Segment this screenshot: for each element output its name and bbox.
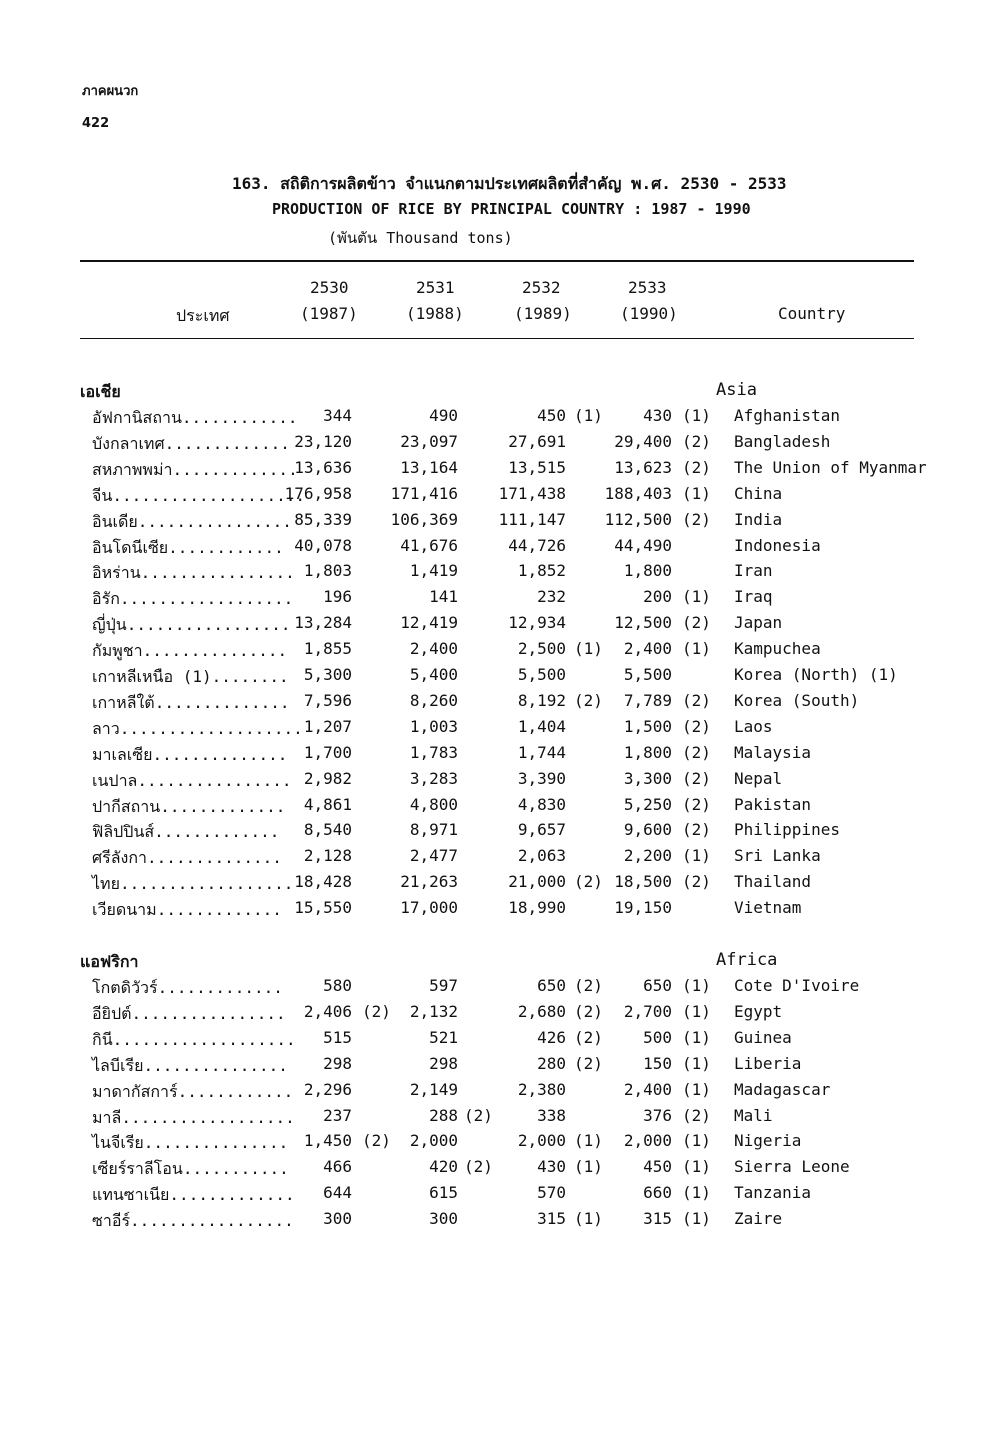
footnote-mark: (2) bbox=[682, 794, 711, 814]
value-cell: 660 bbox=[643, 1183, 672, 1203]
country-name-english: Malaysia bbox=[734, 742, 812, 762]
country-name-english: Sierra Leone bbox=[734, 1157, 850, 1177]
country-name-thai: ไทย.................. bbox=[92, 874, 294, 894]
table-row bbox=[0, 1131, 990, 1157]
value-cell: 13,623 bbox=[614, 457, 672, 477]
footnote-mark: (2) bbox=[574, 1053, 603, 1073]
footnote-mark: (1) bbox=[574, 1209, 603, 1229]
country-name-thai: กัมพูชา............... bbox=[92, 641, 288, 661]
country-name-english: Korea (North) (1) bbox=[734, 665, 898, 684]
value-cell: 150 bbox=[643, 1053, 672, 1073]
col-year-ce-4: (1990) bbox=[620, 304, 678, 323]
table-row bbox=[0, 561, 990, 587]
table-row bbox=[0, 432, 990, 458]
country-name-english: India bbox=[734, 509, 783, 529]
footnote-mark: (2) bbox=[362, 1131, 391, 1151]
value-cell: 18,428 bbox=[294, 872, 352, 892]
value-cell: 1,207 bbox=[303, 716, 352, 736]
value-cell: 13,636 bbox=[294, 457, 352, 477]
section-heading-thai: แอฟริกา bbox=[80, 952, 139, 971]
table-row bbox=[0, 639, 990, 665]
country-name-thai: เกาหลีเหนือ (1)........ bbox=[92, 667, 289, 686]
value-cell: 3,390 bbox=[517, 768, 566, 788]
value-cell: 338 bbox=[537, 1105, 566, 1125]
value-cell: 1,800 bbox=[623, 561, 672, 581]
table-row bbox=[0, 1080, 990, 1106]
value-cell: 44,490 bbox=[614, 535, 672, 555]
value-cell: 3,283 bbox=[409, 768, 458, 788]
value-cell: 23,120 bbox=[294, 431, 352, 451]
value-cell: 315 bbox=[643, 1209, 672, 1229]
value-cell: 5,250 bbox=[623, 794, 672, 814]
footnote-mark: (2) bbox=[682, 716, 711, 736]
country-name-english: Japan bbox=[734, 613, 783, 633]
footnote-mark: (2) bbox=[574, 872, 603, 892]
value-cell: 8,192 bbox=[517, 690, 566, 710]
value-cell: 1,800 bbox=[623, 742, 672, 762]
footnote-mark: (2) bbox=[574, 690, 603, 710]
country-name-thai: มาลี.................. bbox=[92, 1107, 295, 1127]
country-name-english: Liberia bbox=[734, 1053, 802, 1073]
value-cell: 171,438 bbox=[498, 483, 566, 503]
footnote-mark: (2) bbox=[574, 1027, 603, 1047]
value-cell: 298 bbox=[429, 1053, 458, 1073]
value-cell: 1,500 bbox=[623, 716, 672, 736]
footnote-mark: (2) bbox=[682, 742, 711, 762]
table-row bbox=[0, 898, 990, 924]
country-name-english: Zaire bbox=[734, 1209, 783, 1229]
footnote-mark: (2) bbox=[682, 820, 711, 840]
value-cell: 2,000 bbox=[517, 1131, 566, 1151]
value-cell: 2,500 bbox=[517, 639, 566, 659]
table-row bbox=[0, 691, 990, 717]
country-name-thai: อิรัก.................. bbox=[92, 589, 294, 609]
value-cell: 141 bbox=[429, 587, 458, 607]
section-heading-english: Africa bbox=[716, 950, 778, 970]
table-row bbox=[0, 1028, 990, 1054]
table-row bbox=[0, 872, 990, 898]
country-name-english: Egypt bbox=[734, 1001, 783, 1021]
country-name-english: Cote D'Ivoire bbox=[734, 976, 860, 995]
value-cell: 2,063 bbox=[517, 846, 566, 866]
country-name-english: Guinea bbox=[734, 1027, 792, 1047]
col-year-be-2: 2531 bbox=[416, 278, 455, 297]
value-cell: 315 bbox=[537, 1209, 566, 1229]
country-name-english: Korea (South) bbox=[734, 690, 860, 710]
value-cell: 12,500 bbox=[614, 613, 672, 633]
value-cell: 106,369 bbox=[390, 509, 458, 529]
value-cell: 176,958 bbox=[284, 483, 352, 503]
country-name-english: Nigeria bbox=[734, 1131, 802, 1151]
footnote-mark: (1) bbox=[574, 1131, 603, 1151]
value-cell: 644 bbox=[323, 1183, 352, 1203]
value-cell: 2,680 bbox=[517, 1001, 566, 1021]
country-name-english: The Union of Myanmar bbox=[734, 457, 927, 477]
value-cell: 430 bbox=[537, 1157, 566, 1177]
footnote-mark: (2) bbox=[682, 768, 711, 788]
value-cell: 18,990 bbox=[508, 898, 566, 918]
country-name-english: Madagascar bbox=[734, 1079, 831, 1099]
country-name-thai: เนปาล................ bbox=[92, 770, 292, 790]
value-cell: 5,500 bbox=[517, 665, 566, 684]
footnote-mark: (2) bbox=[362, 1001, 391, 1021]
value-cell: 420 bbox=[429, 1157, 458, 1177]
footnote-mark: (1) bbox=[574, 1157, 603, 1177]
col-year-be-4: 2533 bbox=[628, 278, 667, 297]
country-name-thai: ปากีสถาน............. bbox=[92, 796, 286, 816]
footnote-mark: (1) bbox=[682, 1053, 711, 1073]
country-name-english: Thailand bbox=[734, 872, 812, 892]
value-cell: 12,419 bbox=[400, 613, 458, 633]
country-name-thai: ศรีลังกา.............. bbox=[92, 848, 282, 868]
value-cell: 2,380 bbox=[517, 1079, 566, 1099]
value-cell: 9,600 bbox=[623, 820, 672, 840]
value-cell: 232 bbox=[537, 587, 566, 607]
footnote-mark: (1) bbox=[682, 976, 711, 995]
table-row bbox=[0, 769, 990, 795]
value-cell: 1,803 bbox=[303, 561, 352, 581]
table-row bbox=[0, 1054, 990, 1080]
value-cell: 200 bbox=[643, 587, 672, 607]
table-row bbox=[0, 536, 990, 562]
value-cell: 597 bbox=[429, 976, 458, 995]
table-row bbox=[0, 717, 990, 743]
value-cell: 4,800 bbox=[409, 794, 458, 814]
value-cell: 171,416 bbox=[390, 483, 458, 503]
country-name-english: Indonesia bbox=[734, 535, 821, 555]
value-cell: 490 bbox=[429, 406, 458, 425]
value-cell: 500 bbox=[643, 1027, 672, 1047]
country-name-thai: เวียดนาม............. bbox=[92, 900, 282, 920]
table-row bbox=[0, 1209, 990, 1235]
value-cell: 13,164 bbox=[400, 457, 458, 477]
footnote-mark: (2) bbox=[682, 872, 711, 892]
country-name-thai: เซียร์ราลีโอน........... bbox=[92, 1159, 289, 1179]
footnote-mark: (1) bbox=[682, 1209, 711, 1229]
footnote-mark: (1) bbox=[574, 406, 603, 425]
value-cell: 5,500 bbox=[623, 665, 672, 684]
value-cell: 237 bbox=[323, 1105, 352, 1125]
value-cell: 298 bbox=[323, 1053, 352, 1073]
value-cell: 450 bbox=[643, 1157, 672, 1177]
footnote-mark: (1) bbox=[682, 846, 711, 866]
col-country-english: Country bbox=[778, 304, 846, 323]
table-row bbox=[0, 484, 990, 510]
footnote-mark: (1) bbox=[682, 1079, 711, 1099]
table-row bbox=[0, 743, 990, 769]
table-row bbox=[0, 406, 990, 432]
footnote-mark: (1) bbox=[682, 406, 711, 425]
value-cell: 111,147 bbox=[498, 509, 566, 529]
value-cell: 1,855 bbox=[303, 639, 352, 659]
value-cell: 13,284 bbox=[294, 613, 352, 633]
value-cell: 21,000 bbox=[508, 872, 566, 892]
col-year-be-3: 2532 bbox=[522, 278, 561, 297]
value-cell: 2,132 bbox=[409, 1001, 458, 1021]
value-cell: 7,596 bbox=[303, 690, 352, 710]
footnote-mark: (1) bbox=[682, 587, 711, 607]
country-name-thai: ไลบีเรีย............... bbox=[92, 1055, 288, 1075]
page-number: 422 bbox=[82, 116, 110, 131]
table-row bbox=[0, 458, 990, 484]
value-cell: 300 bbox=[323, 1209, 352, 1229]
country-name-thai: ไนจีเรีย............... bbox=[92, 1133, 289, 1153]
footnote-mark: (2) bbox=[574, 1001, 603, 1021]
value-cell: 4,830 bbox=[517, 794, 566, 814]
footnote-mark: (2) bbox=[574, 976, 603, 995]
footnote-mark: (2) bbox=[682, 431, 711, 451]
unit-label: (พันตัน Thousand tons) bbox=[328, 229, 513, 247]
footnote-mark: (2) bbox=[682, 509, 711, 529]
value-cell: 8,540 bbox=[303, 820, 352, 840]
value-cell: 430 bbox=[643, 406, 672, 425]
value-cell: 5,400 bbox=[409, 665, 458, 684]
value-cell: 450 bbox=[537, 406, 566, 425]
value-cell: 29,400 bbox=[614, 431, 672, 451]
footnote-mark: (2) bbox=[464, 1105, 493, 1125]
value-cell: 2,400 bbox=[409, 639, 458, 659]
value-cell: 8,971 bbox=[409, 820, 458, 840]
table-row bbox=[0, 665, 990, 691]
country-name-english: Sri Lanka bbox=[734, 846, 821, 866]
value-cell: 650 bbox=[537, 976, 566, 995]
value-cell: 280 bbox=[537, 1053, 566, 1073]
value-cell: 2,406 bbox=[303, 1001, 352, 1021]
value-cell: 521 bbox=[429, 1027, 458, 1047]
value-cell: 580 bbox=[323, 976, 352, 995]
value-cell: 288 bbox=[429, 1105, 458, 1125]
value-cell: 570 bbox=[537, 1183, 566, 1203]
country-name-thai: มาดากัสการ์............ bbox=[92, 1081, 294, 1101]
col-year-ce-3: (1989) bbox=[514, 304, 572, 323]
country-name-thai: เกาหลีใต้.............. bbox=[92, 692, 290, 712]
value-cell: 1,003 bbox=[409, 716, 458, 736]
col-year-ce-1: (1987) bbox=[300, 304, 358, 323]
col-year-be-1: 2530 bbox=[310, 278, 349, 297]
section-heading-thai: เอเชีย bbox=[80, 382, 121, 401]
footnote-mark: (1) bbox=[574, 639, 603, 659]
value-cell: 196 bbox=[323, 587, 352, 607]
value-cell: 15,550 bbox=[294, 898, 352, 918]
country-name-english: Pakistan bbox=[734, 794, 812, 814]
country-name-thai: ลาว................... bbox=[92, 718, 303, 738]
footnote-mark: (1) bbox=[682, 483, 711, 503]
value-cell: 2,982 bbox=[303, 768, 352, 788]
country-name-thai: มาเลเซีย.............. bbox=[92, 744, 288, 764]
footnote-mark: (2) bbox=[682, 613, 711, 633]
value-cell: 7,789 bbox=[623, 690, 672, 710]
country-name-thai: บังกลาเทศ............. bbox=[92, 433, 290, 453]
table-top-rule bbox=[80, 260, 914, 262]
table-row bbox=[0, 613, 990, 639]
country-name-english: Vietnam bbox=[734, 898, 802, 918]
country-name-english: Iran bbox=[734, 561, 773, 581]
value-cell: 17,000 bbox=[400, 898, 458, 918]
value-cell: 23,097 bbox=[400, 431, 458, 451]
footnote-mark: (1) bbox=[682, 1027, 711, 1047]
value-cell: 466 bbox=[323, 1157, 352, 1177]
country-name-thai: อียิปต์................ bbox=[92, 1003, 286, 1023]
value-cell: 3,300 bbox=[623, 768, 672, 788]
country-name-thai: กินี................... bbox=[92, 1029, 296, 1049]
table-row bbox=[0, 1002, 990, 1028]
value-cell: 2,200 bbox=[623, 846, 672, 866]
value-cell: 13,515 bbox=[508, 457, 566, 477]
value-cell: 1,700 bbox=[303, 742, 352, 762]
value-cell: 188,403 bbox=[604, 483, 672, 503]
footnote-mark: (2) bbox=[682, 1105, 711, 1125]
footnote-mark: (1) bbox=[682, 1001, 711, 1021]
table-row bbox=[0, 976, 990, 1002]
country-name-english: Laos bbox=[734, 716, 773, 736]
section-heading-english: Asia bbox=[716, 380, 757, 400]
value-cell: 300 bbox=[429, 1209, 458, 1229]
table-row bbox=[0, 1106, 990, 1132]
value-cell: 344 bbox=[323, 406, 352, 425]
value-cell: 85,339 bbox=[294, 509, 352, 529]
value-cell: 2,296 bbox=[303, 1079, 352, 1099]
country-name-thai: ญี่ปุ่น................. bbox=[92, 615, 291, 635]
country-name-english: China bbox=[734, 483, 783, 503]
header-bottom-rule bbox=[80, 338, 914, 339]
value-cell: 112,500 bbox=[604, 509, 672, 529]
value-cell: 44,726 bbox=[508, 535, 566, 555]
country-name-english: Bangladesh bbox=[734, 431, 831, 451]
value-cell: 1,783 bbox=[409, 742, 458, 762]
footnote-mark: (2) bbox=[464, 1157, 493, 1177]
value-cell: 2,000 bbox=[623, 1131, 672, 1151]
country-name-english: Nepal bbox=[734, 768, 783, 788]
value-cell: 650 bbox=[643, 976, 672, 995]
value-cell: 376 bbox=[643, 1105, 672, 1125]
value-cell: 1,450 bbox=[303, 1131, 352, 1151]
value-cell: 1,852 bbox=[517, 561, 566, 581]
value-cell: 2,700 bbox=[623, 1001, 672, 1021]
table-row bbox=[0, 587, 990, 613]
value-cell: 2,128 bbox=[303, 846, 352, 866]
title-thai: 163. สถิติการผลิตข้าว จำแนกตามประเทศผลิตที่สำคัญ พ.ศ. 2530 - 2533 bbox=[232, 174, 787, 193]
value-cell: 515 bbox=[323, 1027, 352, 1047]
title-english: PRODUCTION OF RICE BY PRINCIPAL COUNTRY : 1987 - 1990 bbox=[272, 200, 751, 218]
value-cell: 1,419 bbox=[409, 561, 458, 581]
country-name-english: Iraq bbox=[734, 587, 773, 607]
country-name-english: Mali bbox=[734, 1105, 773, 1125]
country-name-thai: สหภาพพม่า............. bbox=[92, 459, 298, 479]
value-cell: 8,260 bbox=[409, 690, 458, 710]
table-row bbox=[0, 795, 990, 821]
table-row bbox=[0, 846, 990, 872]
footnote-mark: (2) bbox=[682, 457, 711, 477]
country-name-thai: แทนซาเนีย............. bbox=[92, 1185, 295, 1205]
country-name-thai: อินเดีย................ bbox=[92, 511, 292, 531]
value-cell: 2,400 bbox=[623, 1079, 672, 1099]
country-name-thai: โกตดิวัวร์............. bbox=[92, 978, 283, 997]
value-cell: 19,150 bbox=[614, 898, 672, 918]
value-cell: 5,300 bbox=[303, 665, 352, 684]
country-name-thai: อิหร่าน................ bbox=[92, 563, 295, 583]
country-name-english: Afghanistan bbox=[734, 406, 840, 425]
country-name-english: Kampuchea bbox=[734, 639, 821, 659]
country-name-thai: อินโดนีเซีย............ bbox=[92, 537, 284, 557]
value-cell: 1,404 bbox=[517, 716, 566, 736]
table-row bbox=[0, 1183, 990, 1209]
value-cell: 2,477 bbox=[409, 846, 458, 866]
country-name-thai: อัฟกานิสถาน............ bbox=[92, 408, 298, 427]
col-country-thai: ประเทศ bbox=[176, 306, 230, 325]
value-cell: 426 bbox=[537, 1027, 566, 1047]
country-name-thai: ซาอีร์................. bbox=[92, 1211, 294, 1231]
value-cell: 27,691 bbox=[508, 431, 566, 451]
footnote-mark: (1) bbox=[682, 1131, 711, 1151]
value-cell: 2,149 bbox=[409, 1079, 458, 1099]
footnote-mark: (2) bbox=[682, 690, 711, 710]
section-label: ภาคผนวก bbox=[82, 84, 139, 99]
value-cell: 1,744 bbox=[517, 742, 566, 762]
value-cell: 2,400 bbox=[623, 639, 672, 659]
table-row bbox=[0, 1157, 990, 1183]
value-cell: 18,500 bbox=[614, 872, 672, 892]
value-cell: 41,676 bbox=[400, 535, 458, 555]
value-cell: 4,861 bbox=[303, 794, 352, 814]
table-row bbox=[0, 510, 990, 536]
footnote-mark: (1) bbox=[682, 1183, 711, 1203]
value-cell: 2,000 bbox=[409, 1131, 458, 1151]
col-year-ce-2: (1988) bbox=[406, 304, 464, 323]
country-name-thai: จีน.................... bbox=[92, 485, 305, 505]
value-cell: 40,078 bbox=[294, 535, 352, 555]
footnote-mark: (1) bbox=[682, 1157, 711, 1177]
table-row bbox=[0, 820, 990, 846]
country-name-english: Philippines bbox=[734, 820, 840, 840]
country-name-english: Tanzania bbox=[734, 1183, 812, 1203]
footnote-mark: (1) bbox=[682, 639, 711, 659]
country-name-thai: ฟิลิปปินส์............. bbox=[92, 822, 280, 842]
value-cell: 9,657 bbox=[517, 820, 566, 840]
value-cell: 615 bbox=[429, 1183, 458, 1203]
value-cell: 12,934 bbox=[508, 613, 566, 633]
value-cell: 21,263 bbox=[400, 872, 458, 892]
